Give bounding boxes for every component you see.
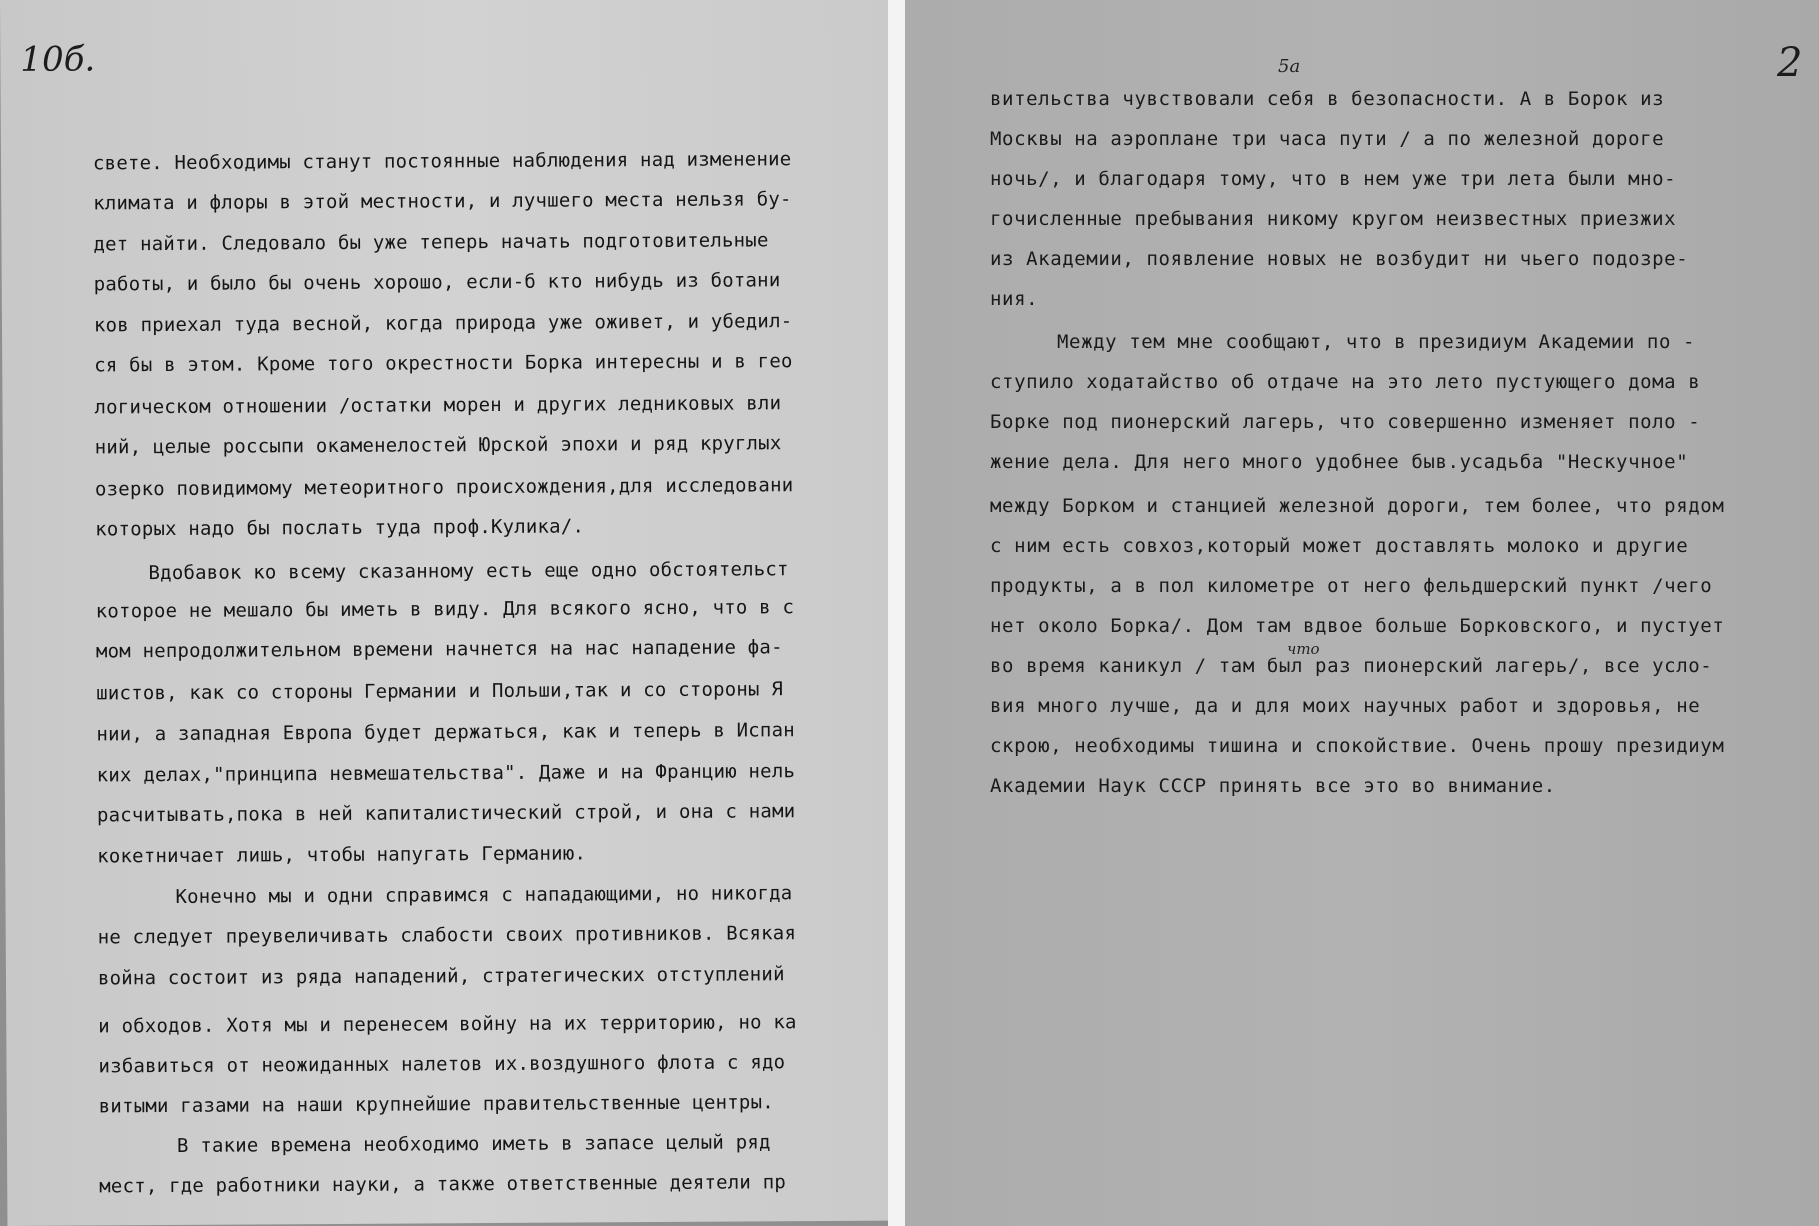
handwritten-annotation: 5а <box>1278 56 1301 77</box>
text-line: которых надо бы послать туда проф.Кулика/. <box>95 515 585 541</box>
text-line: и обходов. Хотя мы и перенесем войну на их территорию, но ка <box>98 1011 797 1038</box>
text-line: расчитывать,пока в ней капиталистический строй, и она с нами <box>96 800 796 827</box>
right-page-number: 2 <box>1777 40 1803 86</box>
text-line: В такие времена необходимо иметь в запасе целый ряд <box>176 1131 771 1157</box>
text-line: логическом отношении /остатки морен и других ледниковых вли <box>94 392 782 419</box>
text-line: во время каникул / там был раз пионерский лагерь/, все усло- <box>990 655 1713 677</box>
text-line: война состоит из ряда нападений, стратегических отступлений <box>97 963 785 990</box>
text-line: не следует преувеличивать слабости своих противников. Всякая <box>97 922 797 949</box>
text-line: свете. Необходимы станут постоянные наблюдения над изменение <box>92 148 792 175</box>
text-line: ния. <box>990 288 1039 310</box>
text-line: Вдобавок ко всему сказанному есть еще одно обстоятельст <box>148 558 789 585</box>
text-line: Борке под пионерский лагерь, что совершенно изменяет поло - <box>990 411 1701 433</box>
text-line: Между тем мне сообщают, что в президиум Академии по - <box>1057 331 1696 353</box>
text-line: из Академии, появление новых не возбудит ни чьего подозре- <box>990 248 1689 270</box>
text-line: гочисленные пребывания никому кругом неизвестных приезжих <box>990 208 1677 230</box>
text-line: мест, где работники науки, а также ответственные деятели пр <box>99 1171 787 1198</box>
text-line: продукты, а в пол километре от него фельдшерский пункт /чего <box>990 575 1713 597</box>
text-line: мом непродолжительном времени начнется на нас нападение фа- <box>95 636 783 663</box>
text-line: дет найти. Следовало бы уже теперь начать подготовительные <box>93 229 769 256</box>
text-line: ний, целые россыпи окаменелостей Юрской эпохи и ряд круглых <box>94 432 782 459</box>
text-line: Академии Наук СССР принять все это во внимание. <box>990 775 1556 797</box>
text-line: нет около Борка/. Дом там вдвое больше Борковского, и пустует <box>990 615 1725 637</box>
text-line: озерко повидимому метеоритного происхождения,для исследовани <box>94 474 794 501</box>
left-page-number: 10б. <box>20 39 96 80</box>
text-line: ков приехал туда весной, когда природа уже оживет, и убедил- <box>93 310 793 337</box>
text-line: климата и флоры в этой местности, и лучшего места нельзя бу- <box>93 188 792 215</box>
text-line: между Борком и станцией железной дороги, тем более, что рядом <box>990 495 1725 517</box>
text-line: с ним есть совхоз,который может доставлять молоко и другие <box>990 535 1689 557</box>
text-line: работы, и было бы очень хорошо, если-б кто нибудь из ботани <box>93 269 781 296</box>
text-line: шистов, как со стороны Германии и Польши,так и со стороны Я <box>96 678 783 705</box>
text-line: ся бы в этом. Кроме того окрестности Борка интересны и в гео <box>94 350 793 377</box>
text-line: Конечно мы и одни справимся с нападающими, но никогда <box>175 882 793 908</box>
text-line: Москвы на аэроплане три часа пути / а по железной дороге <box>990 128 1665 150</box>
text-line: нии, а западная Европа будет держаться, как и теперь в Испан <box>96 719 795 746</box>
text-line: вительства чувствовали себя в безопасности. А в Борок из <box>990 88 1665 110</box>
text-line: скрою, необходимы тишина и спокойствие. Очень прошу президиум <box>990 735 1725 757</box>
text-line: витыми газами на наши крупнейшие правительственные центры. <box>98 1091 774 1118</box>
text-line: ступило ходатайство об отдаче на это лето пустующего дома в <box>990 371 1701 393</box>
text-line: ночь/, и благодаря тому, что в нем уже три лета были мно- <box>990 168 1677 190</box>
text-line: избавиться от неожиданных налетов их.воздушного флота с ядо <box>98 1051 786 1078</box>
text-line: которое не мешало бы иметь в виду. Для всякого ясно, что в с <box>95 596 795 623</box>
text-line: кокетничает лишь, чтобы напугать Германию. <box>97 842 587 868</box>
text-line: ких делах,"принципа невмешательства". Даже и на Францию нель <box>96 760 796 787</box>
text-line: жение дела. Для него много удобнее быв.усадьба "Нескучное" <box>990 451 1689 473</box>
handwritten-annotation: что <box>1287 640 1320 658</box>
text-line: вия много лучше, да и для моих научных работ и здоровья, не <box>990 695 1701 717</box>
right-page <box>905 0 1819 1226</box>
